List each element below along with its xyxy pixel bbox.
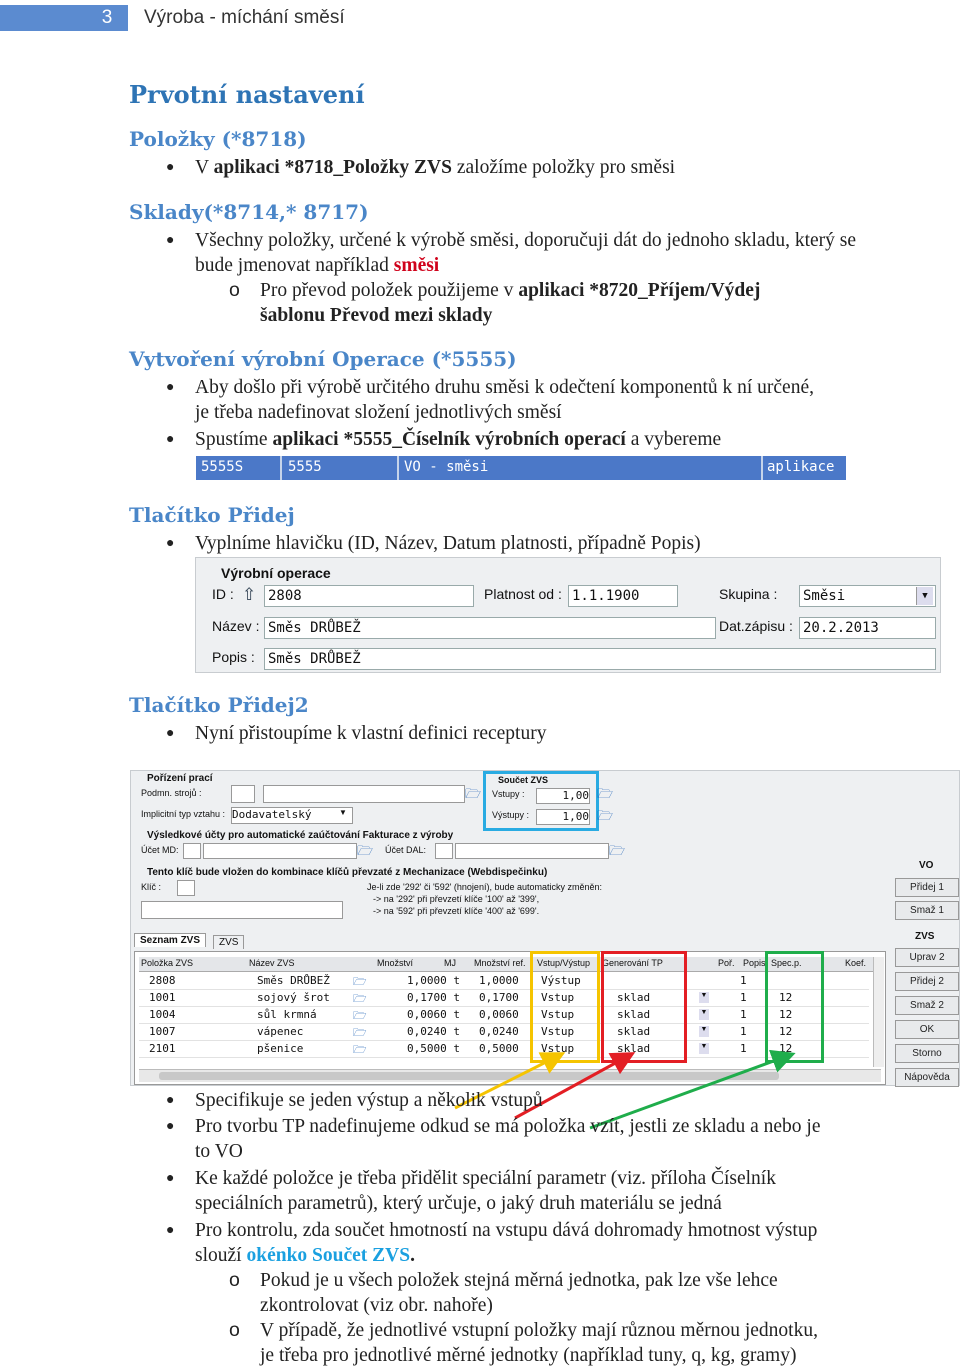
- polozky-bullet: V aplikaci *8718_Položky ZVS založíme položky pro směsi: [195, 157, 676, 178]
- strip-code: 5555S: [201, 459, 244, 475]
- up-arrow-icon[interactable]: ⇧: [242, 585, 257, 604]
- grid-cell: 1,0000: [479, 974, 519, 987]
- grid-cell: Výstup: [541, 974, 581, 987]
- pridej-bullet: Vyplníme hlavičku (ID, Název, Datum platnosti, případně Popis): [195, 533, 701, 554]
- grid-cell: 0,5000 t: [407, 1042, 460, 1055]
- bullet-dot: ●: [166, 1171, 175, 1186]
- skupina-label: Skupina :: [719, 586, 778, 602]
- grid-cell: 0,0240 t: [407, 1025, 460, 1038]
- grid-cell: Vstup: [541, 991, 575, 1004]
- sklady-bullet-line2: bude jmenovat například směsi: [195, 255, 440, 276]
- after-b4-line2: slouží okénko Součet ZVS.: [195, 1245, 415, 1266]
- strip-id: 5555: [288, 459, 322, 475]
- porizeni-title: Pořízení prací: [147, 773, 213, 784]
- datzapisu-field[interactable]: 20.2.2013: [799, 617, 936, 639]
- circle-bullet: o: [229, 1269, 240, 1291]
- bullet-dot: ●: [166, 1223, 175, 1238]
- bullet-dot: ●: [166, 380, 175, 395]
- sub-after-4: je třeba pro jednotlivé měrné jednotky (například tuny, q, kg, gramy): [260, 1345, 797, 1366]
- group-title: Výrobní operace: [221, 565, 331, 581]
- after-b3-line2: speciálních parametrů), který určuje, o jaký druh materiálu se jedná: [195, 1193, 722, 1214]
- datzapisu-label: Dat.zápisu :: [719, 618, 793, 634]
- bullet-dot: ●: [166, 1093, 175, 1108]
- ucet-md-label: Účet MD:: [141, 845, 179, 855]
- heading-sklady: Sklady(*8714,* 8717): [129, 200, 369, 224]
- impl-select[interactable]: Dodavatelský: [231, 807, 353, 824]
- heading-operace: Vytvoření výrobní Operace (*5555): [129, 347, 517, 371]
- grid-cell: 1: [740, 974, 747, 987]
- popis-field[interactable]: Směs DRŮBEŽ: [264, 648, 936, 670]
- podmn-label: Podmn. strojů :: [141, 788, 202, 798]
- vysledkove-title: Výsledkové účty pro automatické zaúčtování Fakturace z výroby: [147, 830, 454, 841]
- grid-cell: 1007: [149, 1025, 176, 1038]
- grid-cell: pšenice: [257, 1042, 304, 1055]
- grid-cell: 1001: [149, 991, 176, 1004]
- folder-icon[interactable]: 🗁: [597, 786, 614, 801]
- grid-cell: 1004: [149, 1008, 176, 1021]
- grid-cell: Směs DRŮBEŽ: [257, 974, 330, 987]
- pridej2-bullet: Nyní přistoupíme k vlastní definici receptury: [195, 723, 547, 744]
- bullet-dot: ●: [166, 726, 175, 741]
- circle-bullet: o: [229, 1319, 240, 1341]
- bullet-dot: ●: [166, 432, 175, 447]
- grid-cell: sklad: [617, 991, 651, 1004]
- after-b2-line1: Pro tvorbu TP nadefinujeme odkud se má položka vzít, jestli ze skladu a nebo je: [195, 1116, 821, 1137]
- smaz2-button[interactable]: Smaž 2: [895, 996, 959, 1015]
- folder-icon[interactable]: 🗁: [353, 1027, 367, 1039]
- sub-after-2: zkontrolovat (viz obr. nahoře): [260, 1295, 493, 1316]
- tab-zvs[interactable]: ZVS: [213, 935, 244, 949]
- grid-cell: sojový šrot: [257, 991, 330, 1004]
- soucet-title: Součet ZVS: [498, 775, 549, 785]
- grid-cell: Vstup: [541, 1008, 575, 1021]
- nazev-label: Název :: [212, 618, 260, 634]
- ucet-dal-label: Účet DAL:: [385, 845, 427, 855]
- uprav2-button[interactable]: Uprav 2: [895, 948, 959, 967]
- after-b1: Specifikuje se jeden výstup a několik vstupů: [195, 1090, 543, 1111]
- grid-cell: 12: [779, 1042, 793, 1055]
- page-number: 3: [101, 7, 113, 28]
- after-b3-line1: Ke každé položce je třeba přidělit speciální parametr (viz. příloha Číselník: [195, 1168, 776, 1189]
- skupina-select[interactable]: Směsi ▼: [799, 585, 936, 607]
- heading-polozky: Položky (*8718): [129, 127, 307, 151]
- klic-label: Klíč :: [141, 882, 162, 892]
- strip-name: VO - směsi: [404, 459, 489, 475]
- folder-icon[interactable]: 🗁: [465, 786, 482, 801]
- grid-cell: Vstup: [541, 1042, 575, 1055]
- grid-cell: 0,0240: [479, 1025, 519, 1038]
- ok-button[interactable]: OK: [895, 1020, 959, 1039]
- sub-after-1: Pokud je u všech položek stejná měrná jednotka, pak lze vše lehce: [260, 1270, 778, 1291]
- platnost-label: Platnost od :: [484, 586, 562, 602]
- grid-cell: 1: [740, 991, 747, 1004]
- folder-icon[interactable]: 🗁: [597, 808, 614, 823]
- sklady-bullet-line1: Všechny položky, určené k výrobě směsi, doporučuji dát do jednoho skladu, který se: [195, 230, 857, 251]
- vystupy-field: 1,00: [536, 809, 590, 825]
- storno-button[interactable]: Storno: [895, 1044, 959, 1063]
- bullet-dot: ●: [166, 1119, 175, 1134]
- sklady-sub-line2: šablonu Převod mezi sklady: [260, 305, 493, 326]
- bullet-dot: ●: [166, 233, 175, 248]
- platnost-field[interactable]: 1.1.1900: [568, 585, 678, 607]
- dropdown-icon[interactable]: ▼: [916, 587, 933, 605]
- folder-icon[interactable]: 🗁: [353, 993, 367, 1005]
- heading-prvotni: Prvotní nastavení: [129, 80, 365, 109]
- grid-cell: 2808: [149, 974, 176, 987]
- sub-after-3: V případě, že jednotlivé vstupní položky mají různou měrnou jednotku,: [260, 1320, 818, 1341]
- nazev-field[interactable]: Směs DRŮBEŽ: [264, 617, 716, 639]
- folder-icon[interactable]: 🗁: [353, 1044, 367, 1056]
- operace-b1-line1: Aby došlo při výrobě určitého druhu směsi k odečtení komponentů k ní určené,: [195, 377, 814, 398]
- klic-title: Tento klíč bude vložen do kombinace klíčů převzaté z Mechanizace (Webdispečinku): [147, 867, 548, 878]
- grid-cell: 1: [740, 1025, 747, 1038]
- pridej2-button[interactable]: Přidej 2: [895, 972, 959, 991]
- folder-icon[interactable]: 🗁: [353, 1010, 367, 1022]
- grid-cell: 12: [779, 1008, 793, 1021]
- side-vo-label: VO: [919, 860, 934, 871]
- grid-header: Položka ZVS Název ZVS Množství MJ Množství ref. Vstup/Výstup Generování TP Poř. Popis Spec.p. Koef.: [139, 957, 881, 972]
- dropdown-icon[interactable]: ▼: [699, 1026, 709, 1037]
- grid-cell: sklad: [617, 1025, 651, 1038]
- header-title: Výroba - míchání směsí: [144, 7, 345, 28]
- grid-cell: vápenec: [257, 1025, 304, 1038]
- grid-cell: 0,0060: [479, 1008, 519, 1021]
- dropdown-icon[interactable]: ▼: [699, 1009, 709, 1020]
- impl-label: Implicitní typ vztahu :: [141, 809, 226, 819]
- grid-cell: 0,1700: [479, 991, 519, 1004]
- grid-cell: 1: [740, 1008, 747, 1021]
- after-b4-line1: Pro kontrolu, zda součet hmotností na vstupu dává dohromady hmotnost výstup: [195, 1220, 818, 1241]
- dropdown-icon[interactable]: ▼: [699, 1043, 709, 1054]
- grid-cell: 0,5000: [479, 1042, 519, 1055]
- side-zvs-label: ZVS: [915, 931, 935, 942]
- vystupy-label: Výstupy :: [492, 810, 530, 820]
- grid-cell: Vstup: [541, 1025, 575, 1038]
- id-field[interactable]: 2808: [264, 585, 474, 607]
- klic-note: Je-li zde '292' či '592' (hnojení), bude automaticky změněn: -> na '292' při převzetí klíče '100' až '399', -> na '592' při převzetí klíče '400' až '699'.: [367, 882, 603, 916]
- grid-cell: 0,0060 t: [407, 1008, 460, 1021]
- pridej1-button[interactable]: Přidej 1: [895, 878, 959, 897]
- dropdown-icon[interactable]: ▼: [339, 808, 347, 817]
- circle-bullet: o: [229, 279, 240, 301]
- grid-cell: 12: [779, 1025, 793, 1038]
- folder-icon[interactable]: 🗁: [357, 843, 374, 858]
- heading-pridej: Tlačítko Přidej: [129, 503, 295, 527]
- popis-label: Popis :: [212, 649, 255, 665]
- operace-b1-line2: je třeba nadefinovat složení jednotlivých směsí: [195, 402, 562, 423]
- id-label: ID :: [212, 586, 234, 602]
- smaz1-button[interactable]: Smaž 1: [895, 901, 959, 920]
- after-b2-line2: to VO: [195, 1141, 243, 1162]
- vstupy-field: 1,00: [536, 788, 590, 804]
- grid-cell: 2101: [149, 1042, 176, 1055]
- folder-icon[interactable]: 🗁: [353, 976, 367, 988]
- grid-cell: 0,1700 t: [407, 991, 460, 1004]
- folder-icon[interactable]: 🗁: [609, 843, 626, 858]
- grid-cell: 1: [740, 1042, 747, 1055]
- sklady-sub-line1: Pro převod položek použijeme v aplikaci *8720_Příjem/Výdej: [260, 280, 761, 301]
- grid-cell: sklad: [617, 1042, 651, 1055]
- napoveda-button[interactable]: Nápověda: [895, 1068, 959, 1087]
- grid-cell: sůl krmná: [257, 1008, 317, 1021]
- grid-cell: 1,0000 t: [407, 974, 460, 987]
- operace-b2: Spustíme aplikaci *5555_Číselník výrobních operací a vybereme: [195, 429, 722, 450]
- heading-pridej2: Tlačítko Přidej2: [129, 693, 309, 717]
- tab-seznam-zvs[interactable]: Seznam ZVS: [134, 933, 206, 947]
- grid-cell: 12: [779, 991, 793, 1004]
- vstupy-label: Vstupy :: [492, 789, 525, 799]
- bullet-dot: ●: [166, 160, 175, 175]
- grid-cell: sklad: [617, 1008, 651, 1021]
- bullet-dot: ●: [166, 536, 175, 551]
- strip-type: aplikace: [767, 459, 835, 475]
- dropdown-icon[interactable]: ▼: [699, 992, 709, 1003]
